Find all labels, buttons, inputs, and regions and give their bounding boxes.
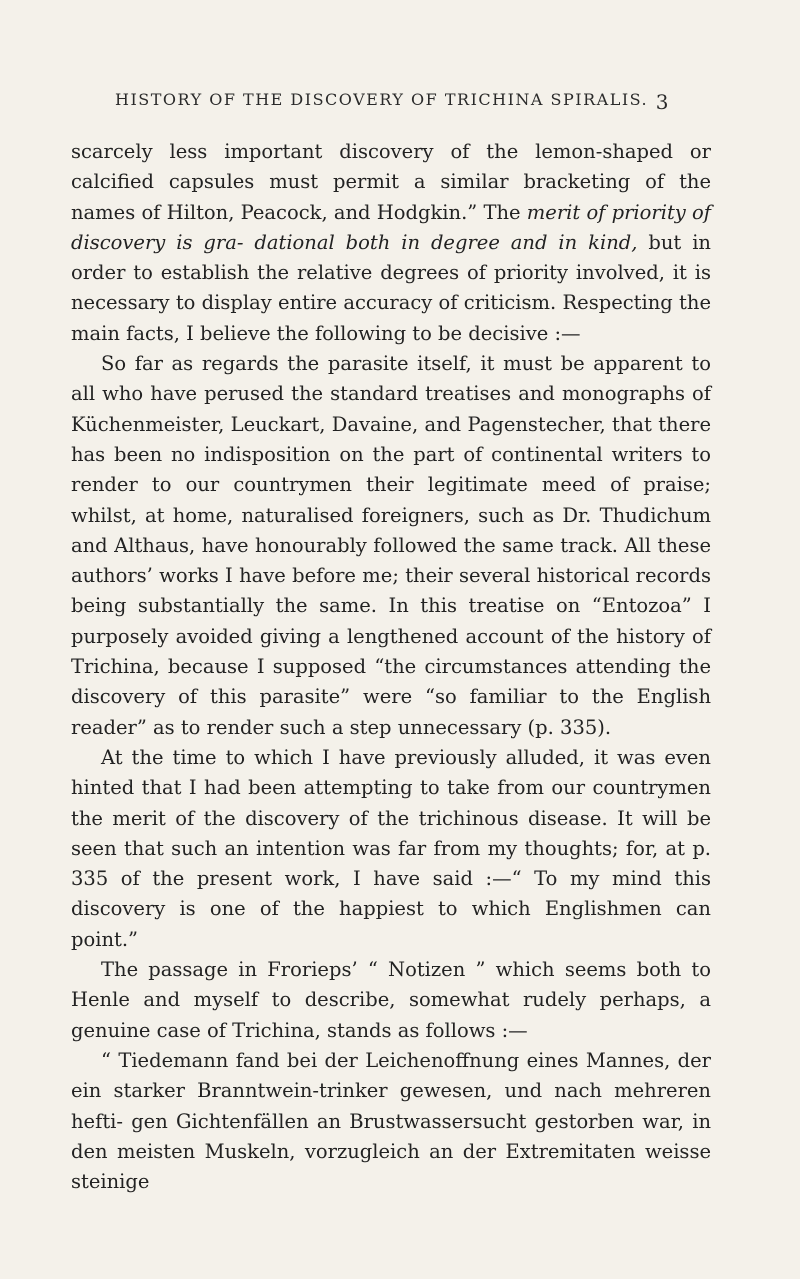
paragraph: At the time to which I have previously alluded, it was even hinted that I had been attempting to take from our countrymen the merit of the discovery of the trichinous disease. It will be seen that such an intention was far from my thoughts; for, at p. 335 of the present work, I have said :—“ To my mind this discovery is one of the happiest to which Englishmen can point.” bbox=[71, 745, 711, 951]
paragraph-text: scarcely less important discovery of the lemon-shaped or calcified capsules must permit a similar bracketing of the names of Hilton, Peacock, and Hodgkin.” The bbox=[71, 140, 711, 224]
italic-text: merit of priority of discovery is gra- dational both in degree and in kind, bbox=[71, 200, 711, 254]
paragraph: So far as regards the parasite itself, it must be apparent to all who have perused the standard treatises and monographs of Küchenmeister, Leuckart, Davaine, and Pagenstecher, that there has been no indisposition on the part of continental writers to render to our countrymen their legitimate meed of praise; whilst, at home, naturalised foreigners, such as Dr. Thudichum and Althaus, have honourably followed the same track. All these authors’ works I have before me; their several historical records being substantially the same. In this treatise on “Entozoa” I purposely avoided giving a lengthened account of the history of Trichina, because I supposed “the circumstances attending the discovery of this parasite” were “so familiar to the English reader” as to render such a step unnecessary (p. 335). bbox=[71, 352, 711, 739]
quoted-paragraph: “ Tiedemann fand bei der Leichenoffnung eines Mannes, der ein starker Branntwein-trinker gewesen, und nach mehreren hefti- gen Gichtenfällen an Brustwassersucht gestorben war, in den meisten Muskeln, vorzugleich an der Extremitaten weisse steinige bbox=[71, 1048, 711, 1194]
page-number: 3 bbox=[655, 90, 670, 114]
running-header bbox=[115, 90, 670, 114]
body-text bbox=[71, 137, 711, 1197]
paragraph: The passage in Frorieps’ “ Notizen ” which seems both to Henle and myself to describe, somewhat rudely perhaps, a genuine case of Trichina, stands as follows :— bbox=[71, 958, 711, 1042]
running-title: HISTORY OF THE DISCOVERY OF TRICHINA SPIRALIS. bbox=[115, 90, 649, 109]
paragraph bbox=[71, 137, 711, 349]
paragraph-text: but in order to establish the relative degrees of priority involved, it is necessary to display entire accuracy of criticism. Respecting the main facts, I believe the following to be decisive :— bbox=[71, 230, 711, 345]
